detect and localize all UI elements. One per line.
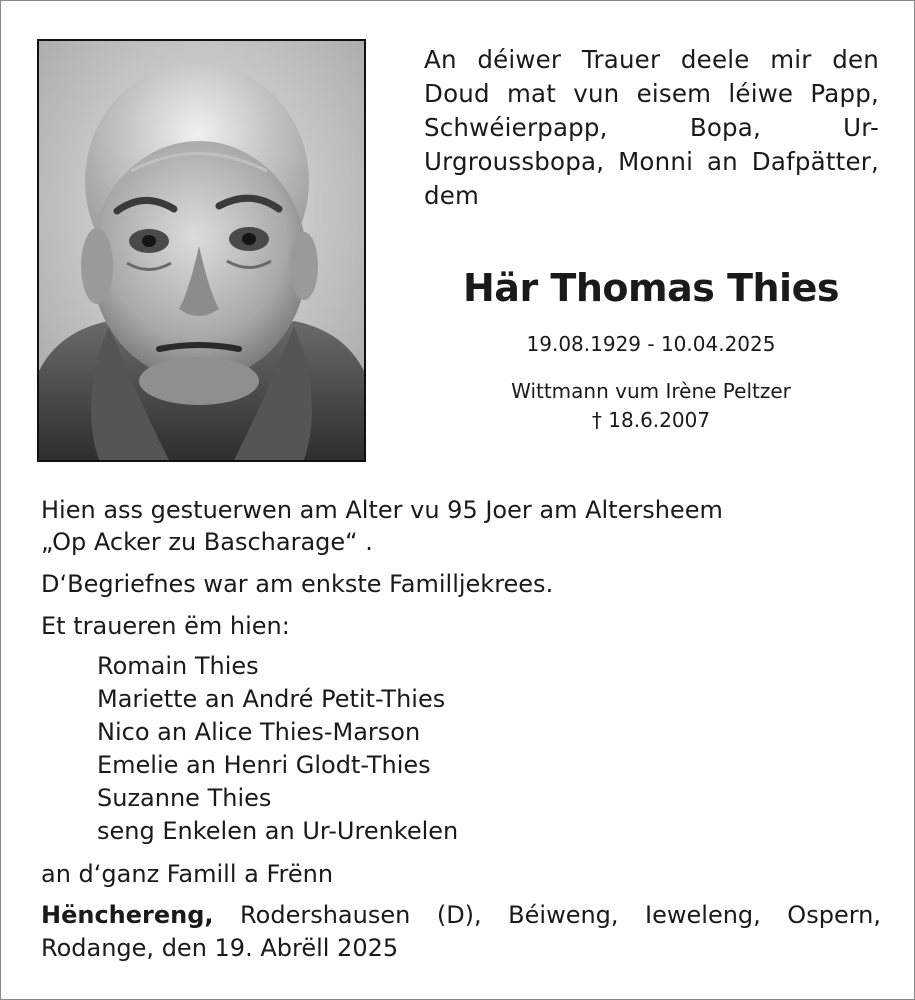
list-item: seng Enkelen an Ur-Urenkelen: [97, 817, 459, 845]
life-dates: 19.08.1929 - 10.04.2025: [526, 332, 776, 356]
list-item: Nico an Alice Thies-Marson: [97, 718, 421, 746]
spouse-death: † 18.6.2007: [591, 408, 711, 432]
passed-line-1: Hien ass gestuerwen am Alter vu 95 Joer am Altersheem: [41, 496, 723, 524]
list-item: Romain Thies: [97, 652, 259, 680]
obituary-body: [41, 494, 891, 890]
deceased-name: Här Thomas Thies: [463, 266, 839, 310]
closing-places: [41, 899, 881, 965]
portrait-photo: [37, 39, 366, 462]
passed-line-2: „Op Acker zu Bascharage“ .: [41, 528, 373, 556]
closing-place-rest: Rodershausen (D), Béiweng, Ieweleng, Ospern, Rodange, den 19. Abrëll 2025: [41, 901, 881, 962]
spouse-line: Wittmann vum Irène Peltzer: [511, 379, 791, 403]
intro-text: An déiwer Trauer deele mir den Doud mat vun eisem léiwe Papp, Schwéierpapp, Bopa, Ur-Urgroussbopa, Monni an Dafpätter, dem: [424, 45, 879, 210]
family-friends: an d‘ganz Famill a Frënn: [41, 860, 334, 888]
list-item: Mariette an André Petit-Thies: [97, 685, 446, 713]
mourners-list: [97, 650, 891, 848]
list-item: Suzanne Thies: [97, 784, 272, 812]
spouse-block: [401, 377, 901, 435]
mourning-intro: Et traueren ëm hien:: [41, 612, 290, 640]
list-item: Emelie an Henri Glodt-Thies: [97, 751, 431, 779]
private-funeral: D‘Begriefnes war am enkste Familljekrees.: [41, 570, 554, 598]
closing-place-bold: Hënchereng,: [41, 901, 214, 929]
